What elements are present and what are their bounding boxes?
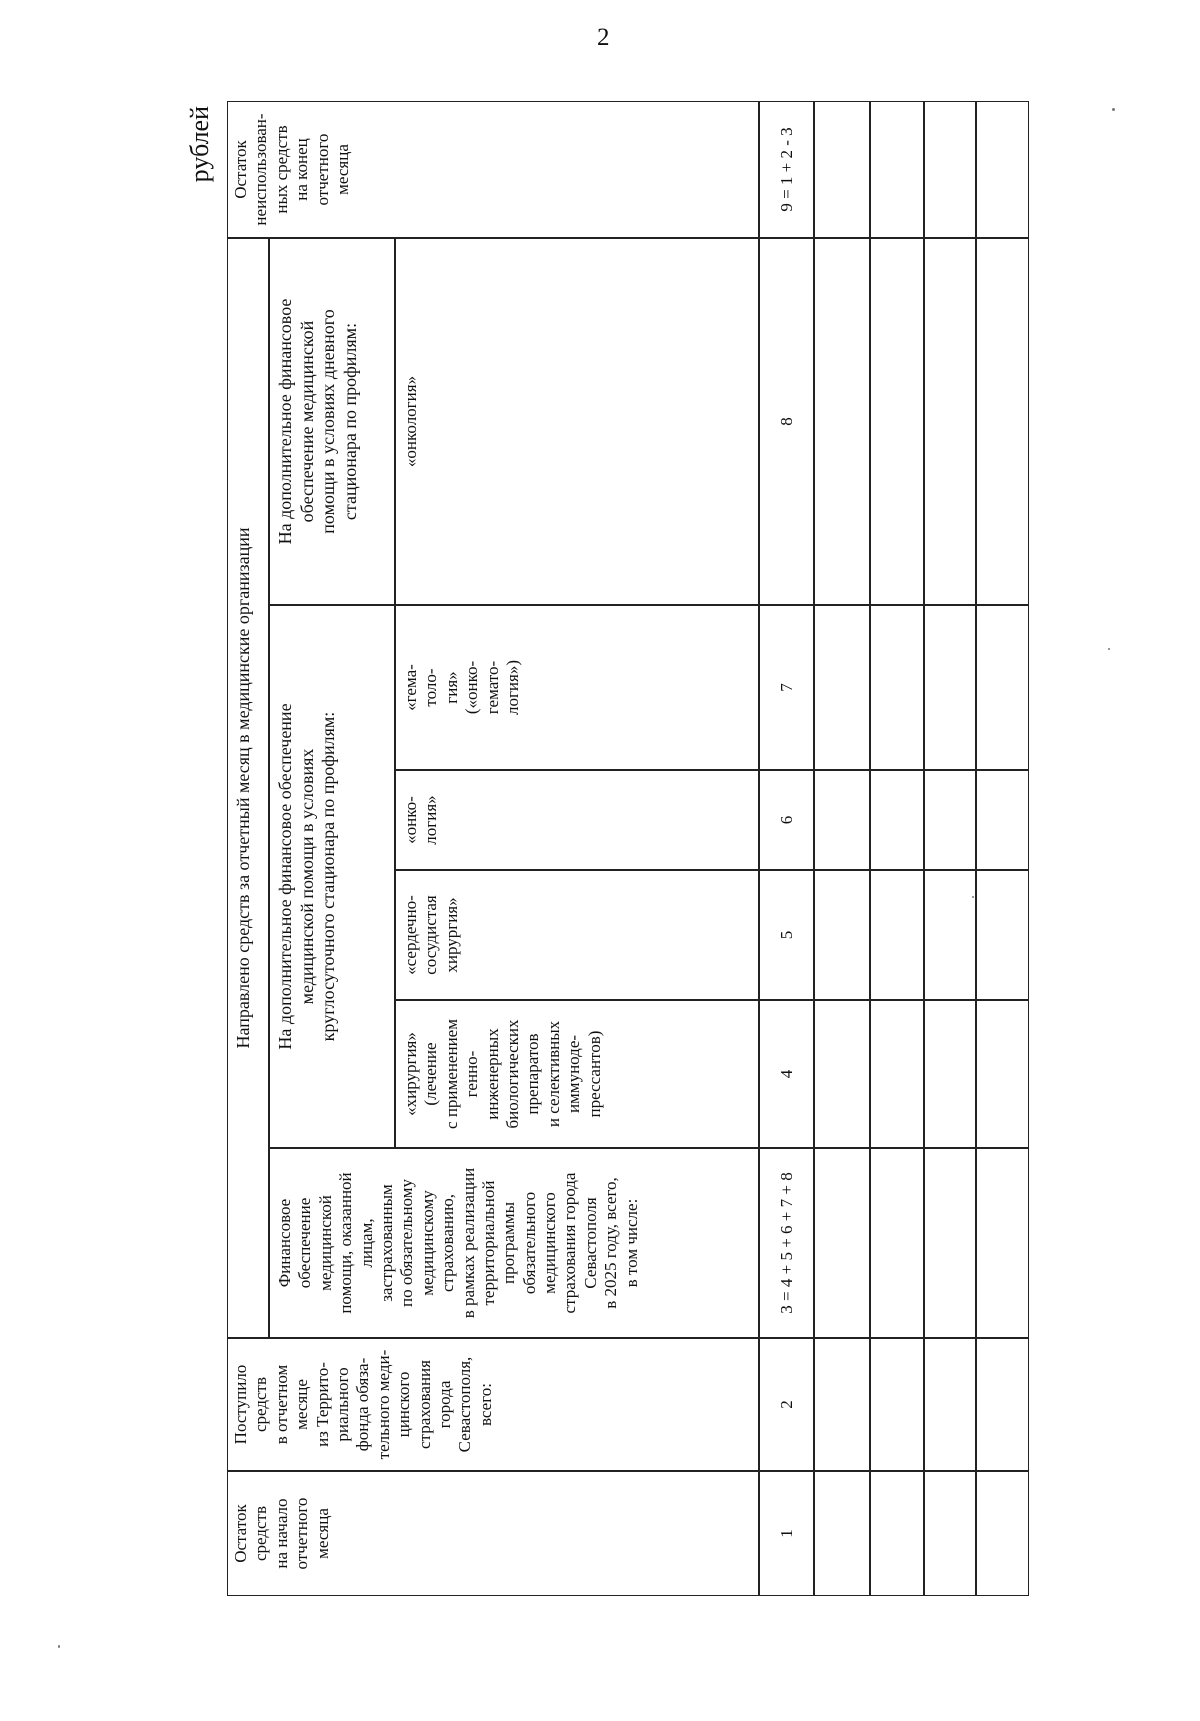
table-cell-empty	[814, 1148, 870, 1338]
header-round-clock-group-text: На дополнительное финансовое обеспечение медицинской помощи в условиях круглосуточного стационара по профилям:	[275, 703, 339, 1050]
table-cell-empty	[976, 870, 1029, 1000]
table-cell-empty	[924, 1338, 976, 1471]
table-cell-empty	[924, 605, 976, 770]
column-number: 4	[759, 1000, 814, 1148]
column-number: 5	[759, 870, 814, 1000]
table-cell-empty	[976, 605, 1029, 770]
column-number: 3 = 4 + 5 + 6 + 7 + 8	[759, 1148, 814, 1338]
header-hematology	[395, 605, 759, 770]
header-oncology-round-clock-text: «онко- логия»	[401, 795, 441, 845]
header-balance-end	[227, 101, 759, 238]
header-balance-end-text: Остаток неиспользован- ных средств на конец отчетного месяца	[231, 113, 352, 226]
column-number: 7	[759, 605, 814, 770]
table-cell-empty	[870, 870, 924, 1000]
header-received	[227, 1338, 759, 1471]
header-surgery	[395, 1000, 759, 1148]
page-number: 2	[597, 24, 610, 51]
header-total-financing-text: Финансовое обеспечение медицинской помощи, оказанной лицам, застрахованным по обязательному медицинскому страхованию, в рамках реализации территориальной программы обязательного медицинского страхования города Севастополя в 2025 году, всего, в том числе:	[275, 1167, 641, 1319]
table-cell-empty	[814, 1471, 870, 1596]
table-cell-empty	[976, 1338, 1029, 1471]
table-cell-empty	[814, 1338, 870, 1471]
table-cell-empty	[814, 770, 870, 870]
table-cell-empty	[870, 605, 924, 770]
header-received-text: Поступило средств в отчетном месяце из Террито- риального фонда обяза- тельного меди- цинского страхования города Севастополя, всего:	[231, 1349, 495, 1460]
report-table	[185, 101, 1027, 1596]
table-cell-empty	[924, 770, 976, 870]
header-surgery-text: «хирургия» (лечение с применением генно- инженерных биологических препаратов и селективных иммуноде- прессантов)	[401, 1019, 604, 1129]
header-cardio-surgery-text: «сердечно- сосудистая хирургия»	[401, 895, 461, 975]
header-oncology-round-clock	[395, 770, 759, 870]
table-cell-empty	[870, 1148, 924, 1338]
column-number: 1	[759, 1471, 814, 1596]
table-cell-empty	[814, 1000, 870, 1148]
table-cell-empty	[924, 101, 976, 238]
table-cell-empty	[814, 101, 870, 238]
column-number: 6	[759, 770, 814, 870]
header-directed-group	[227, 238, 269, 1338]
header-balance-start-text: Остаток средств на начало отчетного месяца	[231, 1497, 332, 1570]
table-cell-empty	[870, 1471, 924, 1596]
table-cell-empty	[924, 238, 976, 605]
table-cell-empty	[976, 1471, 1029, 1596]
header-day-hospital-group-text: На дополнительное финансовое обеспечение медицинской помощи в условиях дневного стационара по профилям:	[275, 298, 360, 545]
column-number: 2	[759, 1338, 814, 1471]
table-cell-empty	[924, 870, 976, 1000]
table-cell-empty	[976, 770, 1029, 870]
table-cell-empty	[870, 1338, 924, 1471]
header-directed-group-text: Направлено средств за отчетный месяц в медицинские организации	[233, 527, 253, 1049]
header-balance-start	[227, 1471, 759, 1596]
header-oncology-day-text: «онкология»	[401, 375, 420, 468]
table-cell-empty	[870, 238, 924, 605]
table-cell-empty	[924, 1000, 976, 1148]
scan-speck	[1108, 648, 1110, 650]
header-cardio-surgery	[395, 870, 759, 1000]
table-cell-empty	[814, 238, 870, 605]
table-cell-empty	[976, 1148, 1029, 1338]
header-round-clock-group	[269, 605, 395, 1148]
table-cell-empty	[924, 1471, 976, 1596]
table-cell-empty	[976, 1000, 1029, 1148]
column-number: 8	[759, 238, 814, 605]
header-total-financing	[269, 1148, 759, 1338]
table-cell-empty	[976, 238, 1029, 605]
table-cell-empty	[814, 870, 870, 1000]
header-hematology-text: «гема- толо- гия» («онко- гемато- логия»)	[401, 659, 522, 716]
table-cell-empty	[814, 605, 870, 770]
table-cell-empty	[870, 101, 924, 238]
scan-speck	[58, 1645, 60, 1648]
header-day-hospital-group	[269, 238, 395, 605]
table-cell-empty	[870, 770, 924, 870]
table-cell-empty	[976, 101, 1029, 238]
column-number: 9 = 1 + 2 - 3	[759, 101, 814, 238]
scan-speck	[1112, 108, 1115, 111]
header-oncology-day	[395, 238, 759, 605]
unit-label: рублей	[185, 106, 214, 183]
table-cell-empty	[924, 1148, 976, 1338]
table-cell-empty	[870, 1000, 924, 1148]
